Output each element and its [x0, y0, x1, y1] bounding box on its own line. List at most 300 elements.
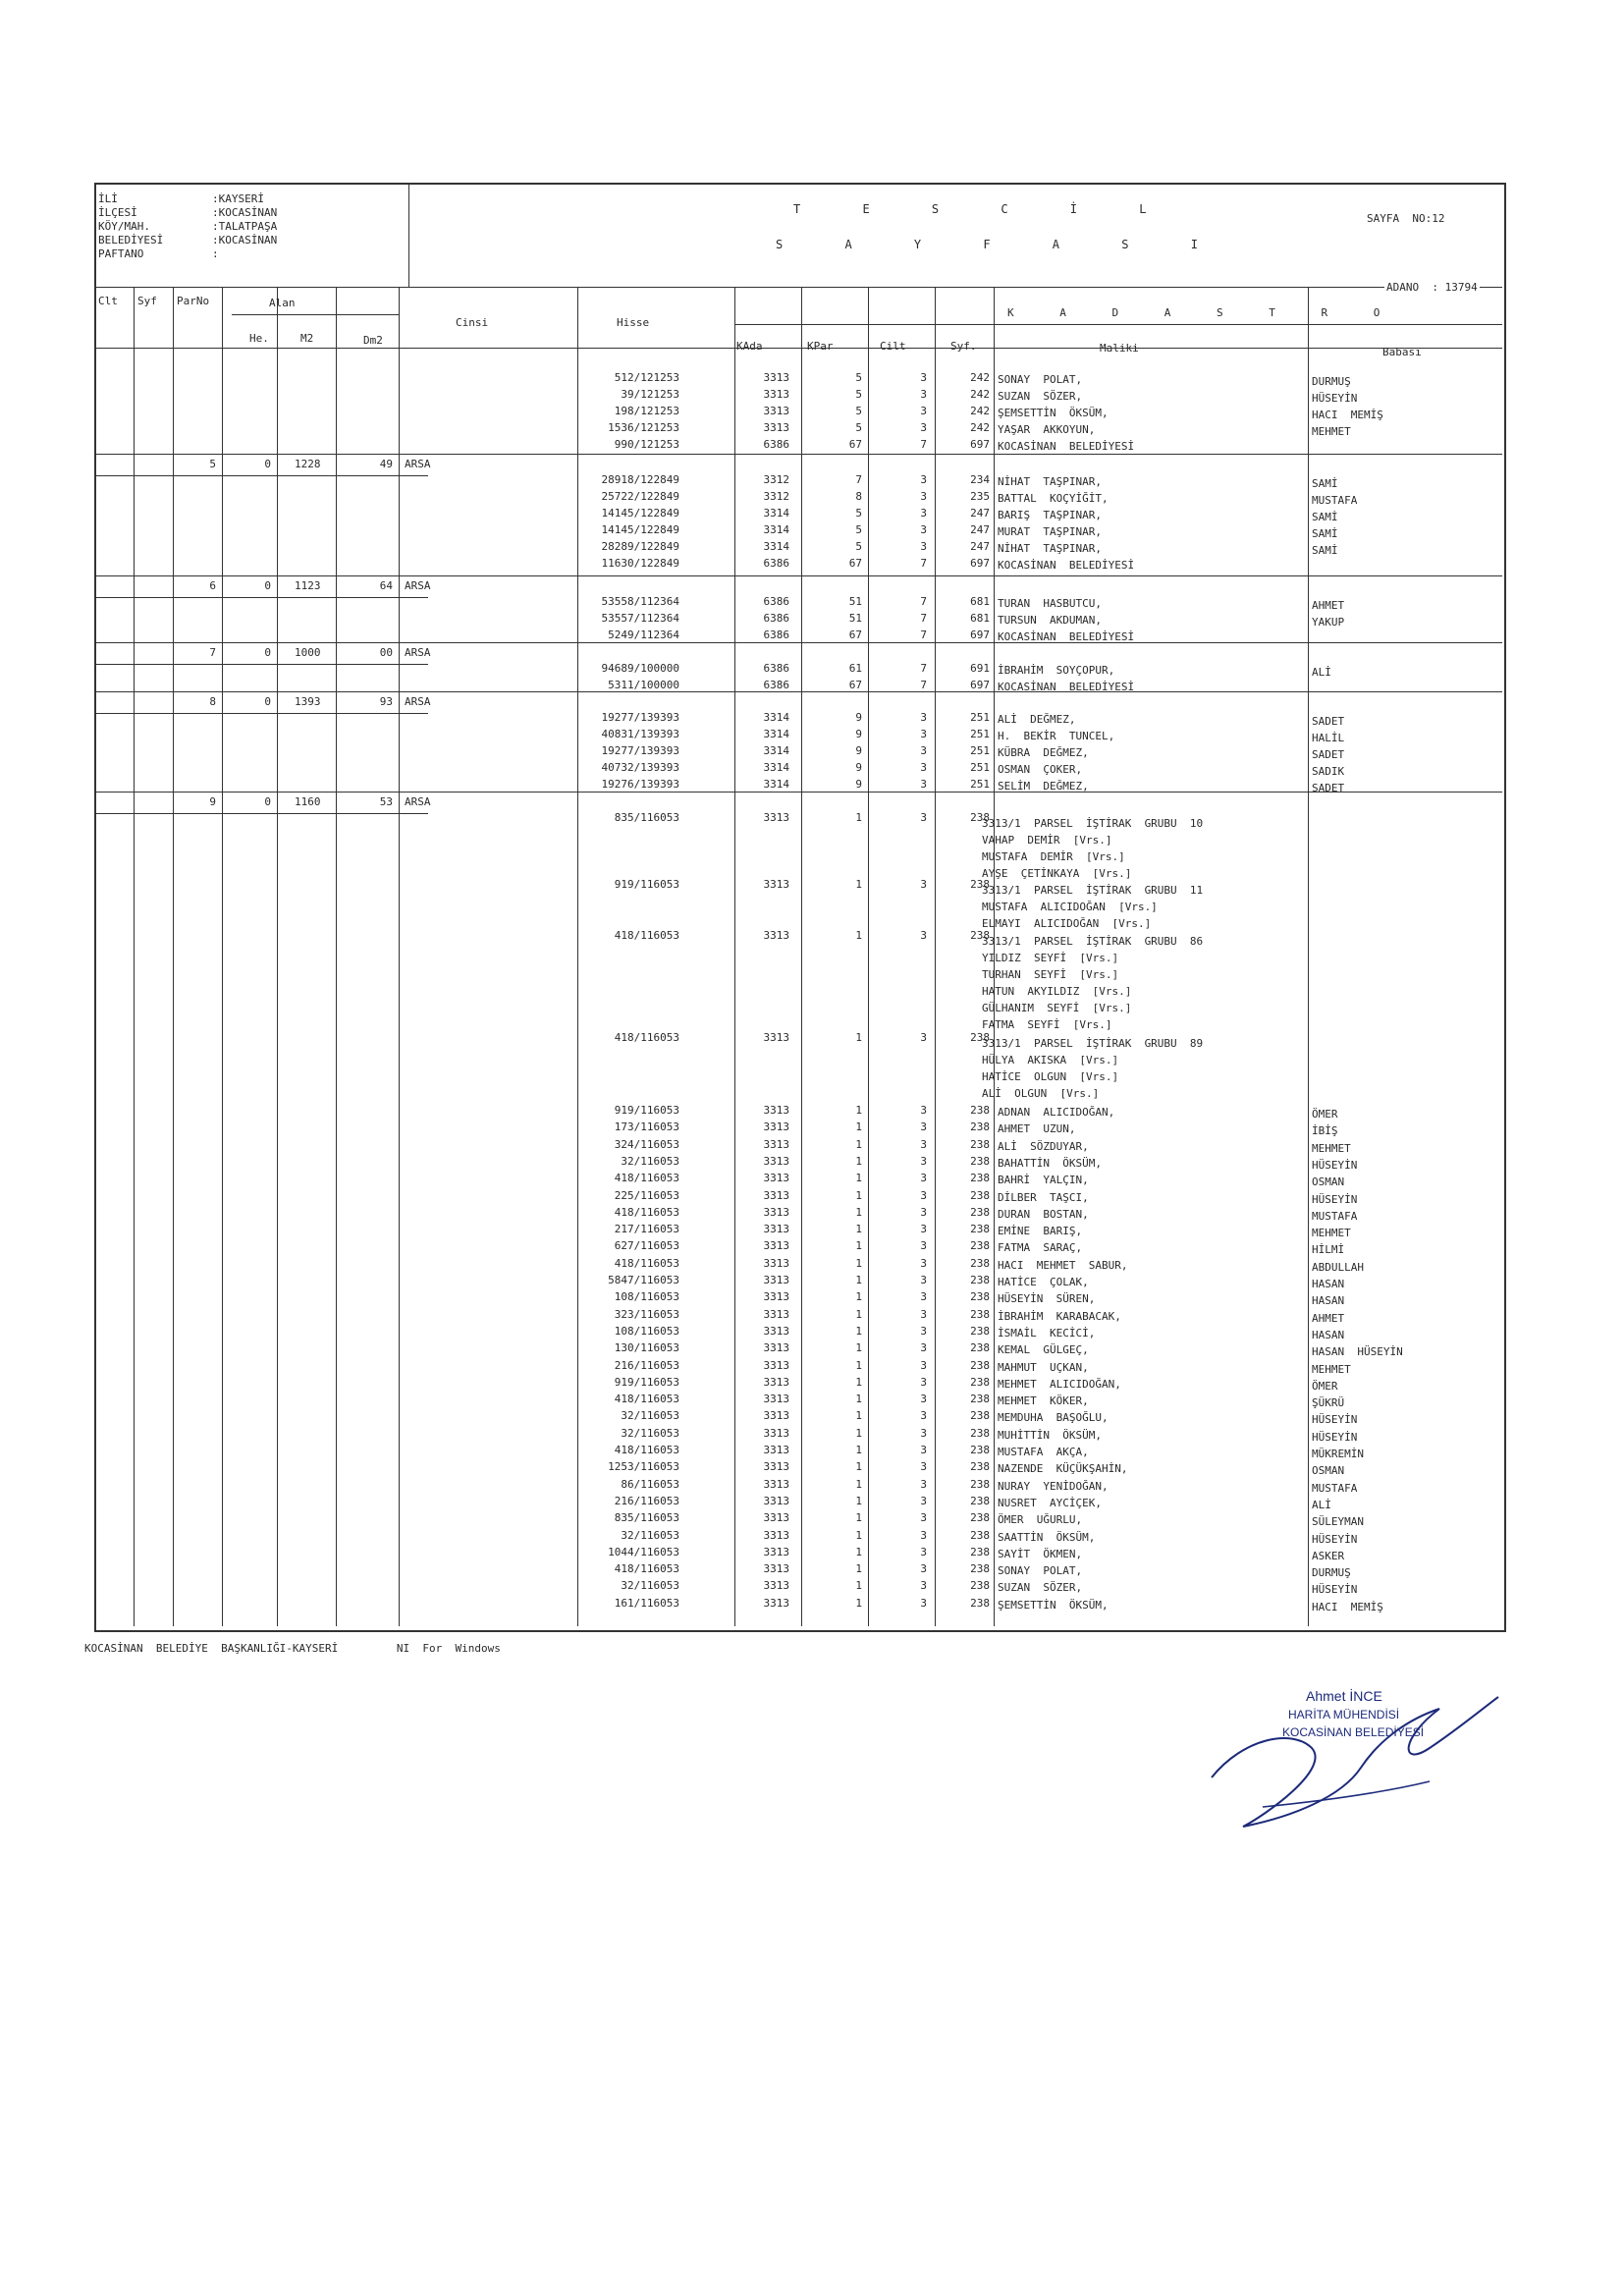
- group-member-line: AYŞE ÇETİNKAYA [Vrs.]: [982, 867, 1132, 880]
- column-divider: [173, 287, 174, 1626]
- parcel-no: 7: [209, 646, 216, 659]
- cell-kada: 3313: [763, 1478, 789, 1491]
- cell-hisse: 418/116053: [614, 929, 679, 942]
- cell-kpar: 67: [848, 629, 862, 641]
- cell-cilt: 3: [920, 473, 927, 486]
- parcel-m2: 1000: [295, 646, 321, 659]
- parcel-cinsi: ARSA: [405, 579, 431, 592]
- cell-cilt: 3: [920, 1529, 927, 1542]
- cell-syf: 238: [970, 878, 990, 891]
- cell-hisse: 32/116053: [621, 1529, 679, 1542]
- cell-kpar: 1: [855, 1223, 862, 1235]
- group-member-line: 3313/1 PARSEL İŞTİRAK GRUBU 11: [982, 884, 1204, 897]
- group-member-line: ELMAYI ALICIDOĞAN [Vrs.]: [982, 917, 1152, 930]
- cell-maliki: HACI MEHMET SABUR,: [998, 1259, 1128, 1272]
- cell-kpar: 5: [855, 371, 862, 384]
- cell-kada: 6386: [763, 679, 789, 691]
- cell-hisse: 19277/139393: [601, 711, 679, 724]
- cell-hisse: 323/116053: [614, 1308, 679, 1321]
- group-member-line: YILDIZ SEYFİ [Vrs.]: [982, 952, 1119, 964]
- parcel-no: 8: [209, 695, 216, 708]
- cell-hisse: 28289/122849: [601, 540, 679, 553]
- parcel-row-rule: [94, 813, 428, 814]
- cell-hisse: 19276/139393: [601, 778, 679, 791]
- cell-maliki: İBRAHİM SOYÇOPUR,: [998, 664, 1115, 677]
- cell-kada: 3313: [763, 1460, 789, 1473]
- cell-kada: 3313: [763, 1223, 789, 1235]
- cell-syf: 247: [970, 523, 990, 536]
- location-value: :: [212, 247, 219, 260]
- cell-hisse: 108/116053: [614, 1290, 679, 1303]
- parcel-m2: 1393: [295, 695, 321, 708]
- cell-kpar: 1: [855, 1579, 862, 1592]
- cell-syf: 697: [970, 438, 990, 451]
- cell-hisse: 28918/122849: [601, 473, 679, 486]
- footer-text: KOCASİNAN BELEDİYE BAŞKANLIĞI-KAYSERİ NI For Windows: [84, 1642, 501, 1655]
- column-divider: [801, 287, 802, 1626]
- col-parno: ParNo: [177, 295, 210, 307]
- col-m2: M2: [300, 332, 314, 345]
- cell-kada: 3313: [763, 1529, 789, 1542]
- location-label: KÖY/MAH.: [98, 220, 150, 233]
- cell-babasi: DURMUŞ: [1312, 1566, 1351, 1579]
- cell-hisse: 990/121253: [614, 438, 679, 451]
- cell-babasi: SAMİ: [1312, 544, 1338, 557]
- cell-hisse: 216/116053: [614, 1359, 679, 1372]
- cell-kada: 3313: [763, 1427, 789, 1440]
- parcel-no: 6: [209, 579, 216, 592]
- cell-babasi: MUSTAFA: [1312, 1482, 1358, 1495]
- cell-hisse: 198/121253: [614, 405, 679, 417]
- cell-kpar: 7: [855, 473, 862, 486]
- cell-maliki: TURSUN AKDUMAN,: [998, 614, 1102, 627]
- parcel-dm2: 00: [379, 646, 393, 659]
- cell-syf: 238: [970, 1274, 990, 1286]
- cell-babasi: AHMET: [1312, 599, 1345, 612]
- cell-babasi: HACI MEMİŞ: [1312, 409, 1383, 421]
- cell-syf: 238: [970, 1308, 990, 1321]
- cell-maliki: ŞEMSETTİN ÖKSÜM,: [998, 407, 1109, 419]
- cell-hisse: 627/116053: [614, 1239, 679, 1252]
- cell-cilt: 3: [920, 811, 927, 824]
- cell-cilt: 3: [920, 1427, 927, 1440]
- cell-cilt: 3: [920, 490, 927, 503]
- cell-cilt: 7: [920, 629, 927, 641]
- cell-kpar: 1: [855, 1341, 862, 1354]
- cell-babasi: HÜSEYİN: [1312, 1413, 1358, 1426]
- cell-babasi: İBİŞ: [1312, 1124, 1338, 1137]
- cell-babasi: HÜSEYİN: [1312, 1583, 1358, 1596]
- cell-kpar: 9: [855, 744, 862, 757]
- cell-kpar: 1: [855, 1427, 862, 1440]
- cell-hisse: 919/116053: [614, 1376, 679, 1389]
- cell-kada: 3313: [763, 388, 789, 401]
- parcel-separator: [94, 792, 1502, 793]
- cell-kada: 3313: [763, 1511, 789, 1524]
- cell-cilt: 3: [920, 371, 927, 384]
- cell-maliki: NURAY YENİDOĞAN,: [998, 1480, 1109, 1493]
- cell-hisse: 108/116053: [614, 1325, 679, 1338]
- page-number: SAYFA NO:12: [1367, 212, 1445, 225]
- stamp-org: KOCASİNAN BELEDİYESİ: [1282, 1725, 1425, 1739]
- cell-babasi: SADET: [1312, 782, 1345, 794]
- group-member-line: 3313/1 PARSEL İŞTİRAK GRUBU 86: [982, 935, 1204, 948]
- cell-kada: 3313: [763, 421, 789, 434]
- cell-syf: 251: [970, 728, 990, 740]
- cell-syf: 238: [970, 1031, 990, 1044]
- cell-hisse: 835/116053: [614, 811, 679, 824]
- cell-syf: 238: [970, 1189, 990, 1202]
- cell-kpar: 61: [848, 662, 862, 675]
- cell-kpar: 9: [855, 728, 862, 740]
- parcel-cinsi: ARSA: [405, 458, 431, 470]
- location-label: İLİ: [98, 192, 118, 205]
- cell-maliki: H. BEKİR TUNCEL,: [998, 730, 1115, 742]
- cell-babasi: SADET: [1312, 715, 1345, 728]
- cell-kada: 6386: [763, 662, 789, 675]
- column-divider: [734, 287, 735, 1626]
- cell-maliki: MAHMUT UÇKAN,: [998, 1361, 1089, 1374]
- col-dm2: Dm2: [363, 334, 383, 347]
- cell-maliki: ADNAN ALICIDOĞAN,: [998, 1106, 1115, 1119]
- cell-babasi: SADIK: [1312, 765, 1345, 778]
- parcel-separator: [94, 454, 1502, 455]
- cell-hisse: 418/116053: [614, 1031, 679, 1044]
- cell-hisse: 5311/100000: [608, 679, 679, 691]
- cell-cilt: 3: [920, 507, 927, 519]
- cell-babasi: HACI MEMİŞ: [1312, 1601, 1383, 1613]
- cell-kpar: 67: [848, 679, 862, 691]
- cell-maliki: SONAY POLAT,: [998, 373, 1083, 386]
- cell-kpar: 1: [855, 1597, 862, 1610]
- stamp-name: Ahmet İNCE: [1306, 1688, 1382, 1704]
- cell-babasi: HÜSEYİN: [1312, 1431, 1358, 1444]
- cell-babasi: ALİ: [1312, 666, 1331, 679]
- cell-cilt: 3: [920, 728, 927, 740]
- cell-kpar: 1: [855, 878, 862, 891]
- cell-hisse: 324/116053: [614, 1138, 679, 1151]
- cell-babasi: ALİ: [1312, 1499, 1331, 1511]
- stamp-title: HARİTA MÜHENDİSİ: [1288, 1708, 1400, 1722]
- group-member-line: VAHAP DEMİR [Vrs.]: [982, 834, 1112, 847]
- parcel-cinsi: ARSA: [405, 646, 431, 659]
- cell-hisse: 14145/122849: [601, 507, 679, 519]
- cell-kada: 3314: [763, 744, 789, 757]
- cell-kpar: 1: [855, 1376, 862, 1389]
- cell-maliki: BAHRİ YALÇIN,: [998, 1174, 1089, 1186]
- cell-hisse: 418/116053: [614, 1172, 679, 1184]
- parcel-he: 0: [264, 646, 271, 659]
- parcel-dm2: 64: [379, 579, 393, 592]
- cell-syf: 247: [970, 540, 990, 553]
- cell-syf: 697: [970, 679, 990, 691]
- cell-kada: 6386: [763, 438, 789, 451]
- group-member-line: TURHAN SEYFİ [Vrs.]: [982, 968, 1119, 981]
- parcel-m2: 1160: [295, 795, 321, 808]
- cell-maliki: ALİ DEĞMEZ,: [998, 713, 1076, 726]
- cell-kpar: 5: [855, 523, 862, 536]
- cell-maliki: SAYİT ÖKMEN,: [998, 1548, 1083, 1560]
- cell-kada: 3313: [763, 1206, 789, 1219]
- cell-syf: 238: [970, 1172, 990, 1184]
- group-member-line: 3313/1 PARSEL İŞTİRAK GRUBU 10: [982, 817, 1204, 830]
- cell-kada: 3313: [763, 1155, 789, 1168]
- signature-stamp: [1204, 1679, 1508, 1836]
- cell-hisse: 512/121253: [614, 371, 679, 384]
- cell-cilt: 3: [920, 1104, 927, 1117]
- cell-syf: 238: [970, 1460, 990, 1473]
- group-member-line: MUSTAFA DEMİR [Vrs.]: [982, 850, 1125, 863]
- cell-maliki: ÖMER UĞURLU,: [998, 1513, 1083, 1526]
- cell-kada: 3313: [763, 1308, 789, 1321]
- cell-kpar: 5: [855, 540, 862, 553]
- cell-cilt: 7: [920, 612, 927, 625]
- cell-syf: 238: [970, 1393, 990, 1405]
- cell-kpar: 1: [855, 1460, 862, 1473]
- cell-kada: 3313: [763, 878, 789, 891]
- cell-cilt: 3: [920, 778, 927, 791]
- cell-cilt: 3: [920, 744, 927, 757]
- cell-kada: 3313: [763, 1257, 789, 1270]
- cell-maliki: DURAN BOSTAN,: [998, 1208, 1089, 1221]
- register-table-frame: [94, 183, 1506, 1632]
- cell-maliki: AHMET UZUN,: [998, 1122, 1076, 1135]
- cell-syf: 238: [970, 1478, 990, 1491]
- group-member-line: MUSTAFA ALICIDOĞAN [Vrs.]: [982, 901, 1158, 913]
- cell-syf: 234: [970, 473, 990, 486]
- cell-babasi: ASKER: [1312, 1550, 1345, 1562]
- col-alan: Alan: [269, 297, 296, 309]
- cell-syf: 238: [970, 1104, 990, 1117]
- parcel-he: 0: [264, 795, 271, 808]
- group-member-line: ALİ OLGUN [Vrs.]: [982, 1087, 1100, 1100]
- cell-cilt: 3: [920, 1308, 927, 1321]
- cell-maliki: MUSTAFA AKÇA,: [998, 1446, 1089, 1458]
- cell-kpar: 1: [855, 1562, 862, 1575]
- cell-cilt: 3: [920, 1562, 927, 1575]
- cell-hisse: 53557/112364: [601, 612, 679, 625]
- cell-cilt: 3: [920, 540, 927, 553]
- cell-kada: 3314: [763, 778, 789, 791]
- cell-syf: 238: [970, 1257, 990, 1270]
- cell-hisse: 5847/116053: [608, 1274, 679, 1286]
- cell-kada: 3313: [763, 1341, 789, 1354]
- cell-kpar: 1: [855, 1495, 862, 1507]
- cell-kada: 3313: [763, 1409, 789, 1422]
- cell-kpar: 1: [855, 811, 862, 824]
- cell-hisse: 835/116053: [614, 1511, 679, 1524]
- cell-kada: 3314: [763, 761, 789, 774]
- col-hisse: Hisse: [617, 316, 650, 329]
- cell-babasi: SAMİ: [1312, 527, 1338, 540]
- cell-cilt: 3: [920, 1172, 927, 1184]
- cell-hisse: 1044/116053: [608, 1546, 679, 1558]
- cell-hisse: 19277/139393: [601, 744, 679, 757]
- column-divider: [336, 287, 337, 1626]
- column-divider: [134, 287, 135, 1626]
- col-kadastro: K A D A S T R O: [1007, 306, 1400, 319]
- cell-kpar: 1: [855, 1189, 862, 1202]
- cell-babasi: SÜLEYMAN: [1312, 1515, 1364, 1528]
- location-label: PAFTANO: [98, 247, 144, 260]
- cell-syf: 238: [970, 1223, 990, 1235]
- cell-kada: 3313: [763, 1393, 789, 1405]
- cell-syf: 238: [970, 1121, 990, 1133]
- cell-cilt: 3: [920, 1274, 927, 1286]
- parcel-separator: [94, 642, 1502, 643]
- cell-syf: 235: [970, 490, 990, 503]
- cell-kpar: 1: [855, 1257, 862, 1270]
- cell-hisse: 418/116053: [614, 1393, 679, 1405]
- cell-syf: 242: [970, 421, 990, 434]
- cell-syf: 238: [970, 1444, 990, 1456]
- cell-maliki: FATMA SARAÇ,: [998, 1241, 1083, 1254]
- group-member-line: FATMA SEYFİ [Vrs.]: [982, 1018, 1112, 1031]
- group-member-line: HATUN AKYILDIZ [Vrs.]: [982, 985, 1132, 998]
- cell-hisse: 14145/122849: [601, 523, 679, 536]
- cell-kpar: 1: [855, 1206, 862, 1219]
- cell-hisse: 418/116053: [614, 1444, 679, 1456]
- location-value: :KOCASİNAN: [212, 234, 278, 246]
- cell-maliki: BARIŞ TAŞPINAR,: [998, 509, 1102, 521]
- cell-syf: 238: [970, 929, 990, 942]
- cell-hisse: 32/116053: [621, 1155, 679, 1168]
- cell-cilt: 3: [920, 1239, 927, 1252]
- cell-maliki: MEHMET KÖKER,: [998, 1394, 1089, 1407]
- cell-syf: 238: [970, 1138, 990, 1151]
- cell-babasi: HÜSEYİN: [1312, 1193, 1358, 1206]
- cell-kpar: 1: [855, 1104, 862, 1117]
- cell-babasi: ŞÜKRÜ: [1312, 1396, 1345, 1409]
- header-divider: [408, 183, 409, 287]
- cell-cilt: 3: [920, 1138, 927, 1151]
- cell-syf: 251: [970, 761, 990, 774]
- cell-kada: 3313: [763, 1376, 789, 1389]
- cell-cilt: 3: [920, 1579, 927, 1592]
- cell-syf: 242: [970, 371, 990, 384]
- cell-babasi: YAKUP: [1312, 616, 1345, 629]
- cell-cilt: 7: [920, 679, 927, 691]
- cell-maliki: NUSRET AYCİÇEK,: [998, 1497, 1102, 1509]
- cell-kada: 3313: [763, 371, 789, 384]
- cell-kpar: 1: [855, 1478, 862, 1491]
- cell-syf: 238: [970, 1579, 990, 1592]
- cell-hisse: 216/116053: [614, 1495, 679, 1507]
- cell-maliki: YAŞAR AKKOYUN,: [998, 423, 1096, 436]
- cell-kpar: 1: [855, 1274, 862, 1286]
- cell-cilt: 3: [920, 1444, 927, 1456]
- parcel-dm2: 93: [379, 695, 393, 708]
- cell-hisse: 161/116053: [614, 1597, 679, 1610]
- cell-kpar: 5: [855, 405, 862, 417]
- cell-maliki: SAATTİN ÖKSÜM,: [998, 1531, 1096, 1544]
- cell-syf: 251: [970, 744, 990, 757]
- cell-maliki: KOCASİNAN BELEDİYESİ: [998, 559, 1135, 572]
- cell-hisse: 94689/100000: [601, 662, 679, 675]
- cell-kpar: 1: [855, 1409, 862, 1422]
- cell-maliki: NİHAT TAŞPINAR,: [998, 475, 1102, 488]
- parcel-m2: 1228: [295, 458, 321, 470]
- title-tescil: T E S C İ L: [793, 202, 1174, 216]
- cell-maliki: NAZENDE KÜÇÜKŞAHİN,: [998, 1462, 1128, 1475]
- cell-hisse: 130/116053: [614, 1341, 679, 1354]
- parcel-no: 9: [209, 795, 216, 808]
- cell-hisse: 217/116053: [614, 1223, 679, 1235]
- cell-hisse: 53558/112364: [601, 595, 679, 608]
- cell-maliki: BATTAL KOÇYİĞİT,: [998, 492, 1109, 505]
- cell-kpar: 5: [855, 388, 862, 401]
- location-value: :KAYSERİ: [212, 192, 264, 205]
- cell-cilt: 3: [920, 761, 927, 774]
- ada-number: ADANO : 13794: [1386, 281, 1478, 294]
- col-maliki: Maliki: [1100, 342, 1139, 355]
- cell-babasi: HASAN HÜSEYİN: [1312, 1345, 1403, 1358]
- cell-syf: 238: [970, 1325, 990, 1338]
- cell-babasi: SAMİ: [1312, 477, 1338, 490]
- column-divider: [222, 287, 223, 1626]
- cell-kada: 3313: [763, 929, 789, 942]
- cell-kada: 3313: [763, 1138, 789, 1151]
- cell-cilt: 3: [920, 1495, 927, 1507]
- location-label: BELEDİYESİ: [98, 234, 164, 246]
- cell-kpar: 51: [848, 595, 862, 608]
- parcel-he: 0: [264, 458, 271, 470]
- cell-syf: 242: [970, 405, 990, 417]
- location-label: İLÇESİ: [98, 206, 137, 219]
- cell-maliki: İSMAİL KECİCİ,: [998, 1327, 1096, 1339]
- cell-syf: 238: [970, 1376, 990, 1389]
- cell-hisse: 32/116053: [621, 1427, 679, 1440]
- cell-syf: 238: [970, 1155, 990, 1168]
- cell-hisse: 173/116053: [614, 1121, 679, 1133]
- parcel-m2: 1123: [295, 579, 321, 592]
- group-member-line: HÜLYA AKISKA [Vrs.]: [982, 1054, 1119, 1066]
- cell-cilt: 3: [920, 405, 927, 417]
- cell-babasi: MÜKREMİN: [1312, 1448, 1364, 1460]
- parcel-dm2: 49: [379, 458, 393, 470]
- cell-kada: 3314: [763, 540, 789, 553]
- cell-maliki: KOCASİNAN BELEDİYESİ: [998, 440, 1135, 453]
- cell-hisse: 418/116053: [614, 1562, 679, 1575]
- cell-hisse: 40732/139393: [601, 761, 679, 774]
- cell-hisse: 1536/121253: [608, 421, 679, 434]
- parcel-row-rule: [94, 713, 428, 714]
- cell-babasi: MEHMET: [1312, 1142, 1351, 1155]
- cell-maliki: TURAN HASBUTCU,: [998, 597, 1102, 610]
- cell-kpar: 1: [855, 1031, 862, 1044]
- cell-kada: 3314: [763, 711, 789, 724]
- cell-kpar: 1: [855, 1121, 862, 1133]
- cell-kpar: 1: [855, 929, 862, 942]
- cell-cilt: 7: [920, 557, 927, 570]
- cell-babasi: MEHMET: [1312, 425, 1351, 438]
- cell-maliki: ŞEMSETTİN ÖKSÜM,: [998, 1599, 1109, 1612]
- cell-syf: 242: [970, 388, 990, 401]
- cell-hisse: 919/116053: [614, 1104, 679, 1117]
- cell-syf: 238: [970, 1562, 990, 1575]
- parcel-no: 5: [209, 458, 216, 470]
- cell-cilt: 3: [920, 878, 927, 891]
- cell-kada: 3313: [763, 1444, 789, 1456]
- kadastro-subheader-rule: [734, 324, 1502, 325]
- cell-maliki: BAHATTİN ÖKSÜM,: [998, 1157, 1102, 1170]
- cell-maliki: SUZAN SÖZER,: [998, 1581, 1083, 1594]
- title-sayfasi: S A Y F A S I: [776, 238, 1225, 251]
- signature-underline: [1263, 1781, 1430, 1807]
- cell-maliki: MURAT TAŞPINAR,: [998, 525, 1102, 538]
- cell-syf: 238: [970, 1511, 990, 1524]
- cell-kada: 6386: [763, 629, 789, 641]
